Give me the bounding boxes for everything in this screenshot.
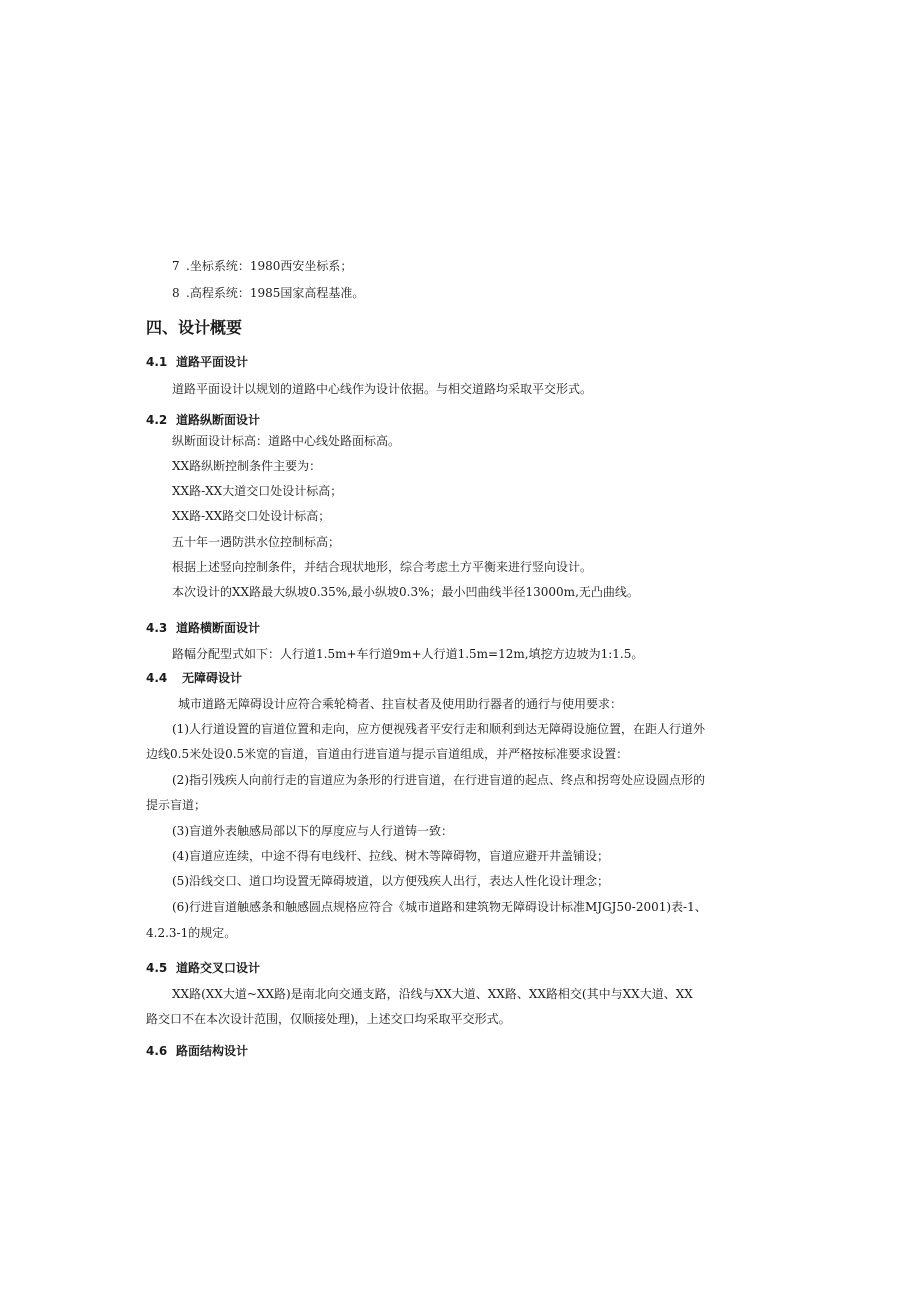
paragraph-line: (2)指引残疾人向前行走的盲道应为条形的行进盲道，在行进盲道的起点、终点和拐弯处应设圆点形的 xyxy=(172,773,706,787)
subsection-heading xyxy=(146,960,260,976)
paragraph-line: 城市道路无障碍设计应符合乘轮椅者、拄盲杖者及使用助行器者的通行与使用要求： xyxy=(178,697,623,711)
subsection-heading xyxy=(146,620,260,636)
subsection-title: 路面结构设计 xyxy=(176,1044,249,1058)
subsection-title: 无障碍设计 xyxy=(182,671,243,685)
list-item xyxy=(172,258,352,274)
paragraph-line: 路幅分配型式如下：人行道1.5m+车行道9m+人行道1.5m=12m,填挖方边坡为1:1.5。 xyxy=(172,647,644,661)
paragraph-line: XX路(XX大道~XX路)是南北向交通支路，沿线与XX大道、XX路、XX路相交(其中与XX大道、XX xyxy=(172,987,693,1001)
paragraph-line: XX路-XX路交口处设计标高； xyxy=(172,509,331,523)
paragraph-line: (1)人行道设置的盲道位置和走向，应方便视残者平安行走和顺利到达无障碍设施位置，在距人行道外 xyxy=(172,722,706,736)
list-item-number: 8 xyxy=(172,286,180,300)
list-item xyxy=(172,285,364,301)
subsection-number: 4.3 xyxy=(146,621,168,635)
subsection-number: 4.5 xyxy=(146,961,168,975)
list-item-text: .高程系统：1985国家高程基准。 xyxy=(186,286,365,300)
subsection-heading xyxy=(146,412,260,428)
subsection-heading xyxy=(146,1043,248,1059)
paragraph-line: XX路纵断控制条件主要为： xyxy=(172,459,322,473)
paragraph-line: XX路-XX大道交口处设计标高； xyxy=(172,484,343,498)
paragraph-line: (5)沿线交口、道口均设置无障碍坡道，以方便残疾人出行，表达人性化设计理念； xyxy=(172,874,610,888)
paragraph-line: 五十年一遇防洪水位控制标高； xyxy=(172,535,341,549)
paragraph-line: 提示盲道； xyxy=(146,798,207,812)
paragraph-line: 根据上述竖向控制条件，并结合现状地形，综合考虑土方平衡来进行竖向设计。 xyxy=(172,560,593,574)
list-item-text: .坐标系统：1980西安坐标系； xyxy=(186,259,353,273)
subsection-heading xyxy=(146,670,242,686)
subsection-heading xyxy=(146,354,248,370)
subsection-number: 4.1 xyxy=(146,355,168,369)
paragraph-line: 本次设计的XX路最大纵坡0.35%,最小纵坡0.3%；最小凹曲线半径13000m,无凸曲线。 xyxy=(172,585,639,599)
section-title: 四、设计概要 xyxy=(146,318,243,337)
subsection-number: 4.6 xyxy=(146,1044,168,1058)
subsection-number: 4.2 xyxy=(146,413,168,427)
paragraph-line: 4.2.3-1的规定。 xyxy=(146,926,237,940)
paragraph-line: 道路平面设计以规划的道路中心线作为设计依据。与相交道路均采取平交形式。 xyxy=(172,382,593,396)
paragraph-line: (6)行进盲道触感条和触感圆点规格应符合《城市道路和建筑物无障碍设计标准MJGJ50-2001)表-1、 xyxy=(172,900,707,914)
subsection-title: 道路平面设计 xyxy=(176,355,249,369)
subsection-number: 4.4 xyxy=(146,671,168,685)
paragraph-line: 纵断面设计标高：道路中心线处路面标高。 xyxy=(172,434,401,448)
subsection-title: 道路交叉口设计 xyxy=(176,961,261,975)
paragraph-line: (4)盲道应连续，中途不得有电线杆、拉线、树木等障碍物，盲道应避开井盖铺设； xyxy=(172,849,610,863)
paragraph-line: (3)盲道外表触感局部以下的厚度应与人行道铸一致： xyxy=(172,824,454,838)
subsection-title: 道路纵断面设计 xyxy=(176,413,261,427)
list-item-number: 7 xyxy=(172,259,180,273)
subsection-title: 道路横断面设计 xyxy=(176,621,261,635)
paragraph-line: 边线0.5米处设0.5米宽的盲道，盲道由行进盲道与提示盲道组成，并严格按标准要求设置： xyxy=(146,747,629,761)
paragraph-line: 路交口不在本次设计范围，仅顺接处理)，上述交口均采取平交形式。 xyxy=(146,1012,511,1026)
